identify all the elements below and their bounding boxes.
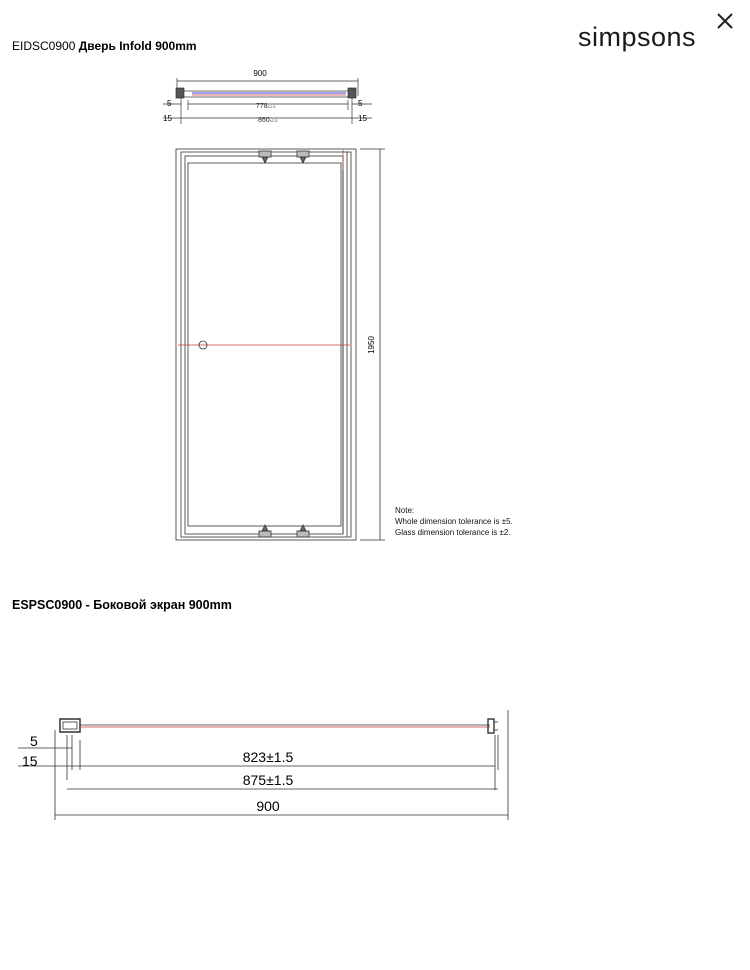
side-screen-title: ESPSC0900 - Боковой экран 900mm — [12, 598, 232, 612]
door-inner-width: 778±1.5 — [256, 103, 276, 110]
door-left-small: 5 — [167, 99, 172, 108]
tolerance-note — [395, 505, 513, 538]
note-line-2: Glass dimension tolerance is ±2. — [395, 528, 511, 537]
door-top-width: 900 — [253, 69, 267, 78]
side-dim-glass: 823±1.5 — [242, 749, 294, 765]
note-line-1: Whole dimension tolerance is ±5. — [395, 517, 513, 526]
door-height: 1950 — [367, 336, 376, 354]
note-heading: Note: — [395, 506, 415, 515]
brand-logo: simpsons — [578, 22, 697, 52]
side-dim-small: 5 — [30, 733, 38, 749]
door-elevation — [176, 149, 385, 540]
door-name: Дверь Infold 900mm — [78, 39, 197, 53]
side-dim-inner: 875±1.5 — [242, 772, 294, 788]
door-right-small: 5 — [358, 99, 363, 108]
side-dim-offset: 15 — [22, 753, 38, 769]
side-screen-drawing — [0, 700, 560, 830]
door-right-offset: 15 — [358, 114, 367, 123]
door-left-offset: 15 — [163, 114, 172, 123]
side-dim-total: 900 — [256, 798, 280, 814]
door-outer-inner-width: 860±1.5 — [258, 117, 278, 124]
door-code: EIDSC0900 — [12, 39, 76, 53]
